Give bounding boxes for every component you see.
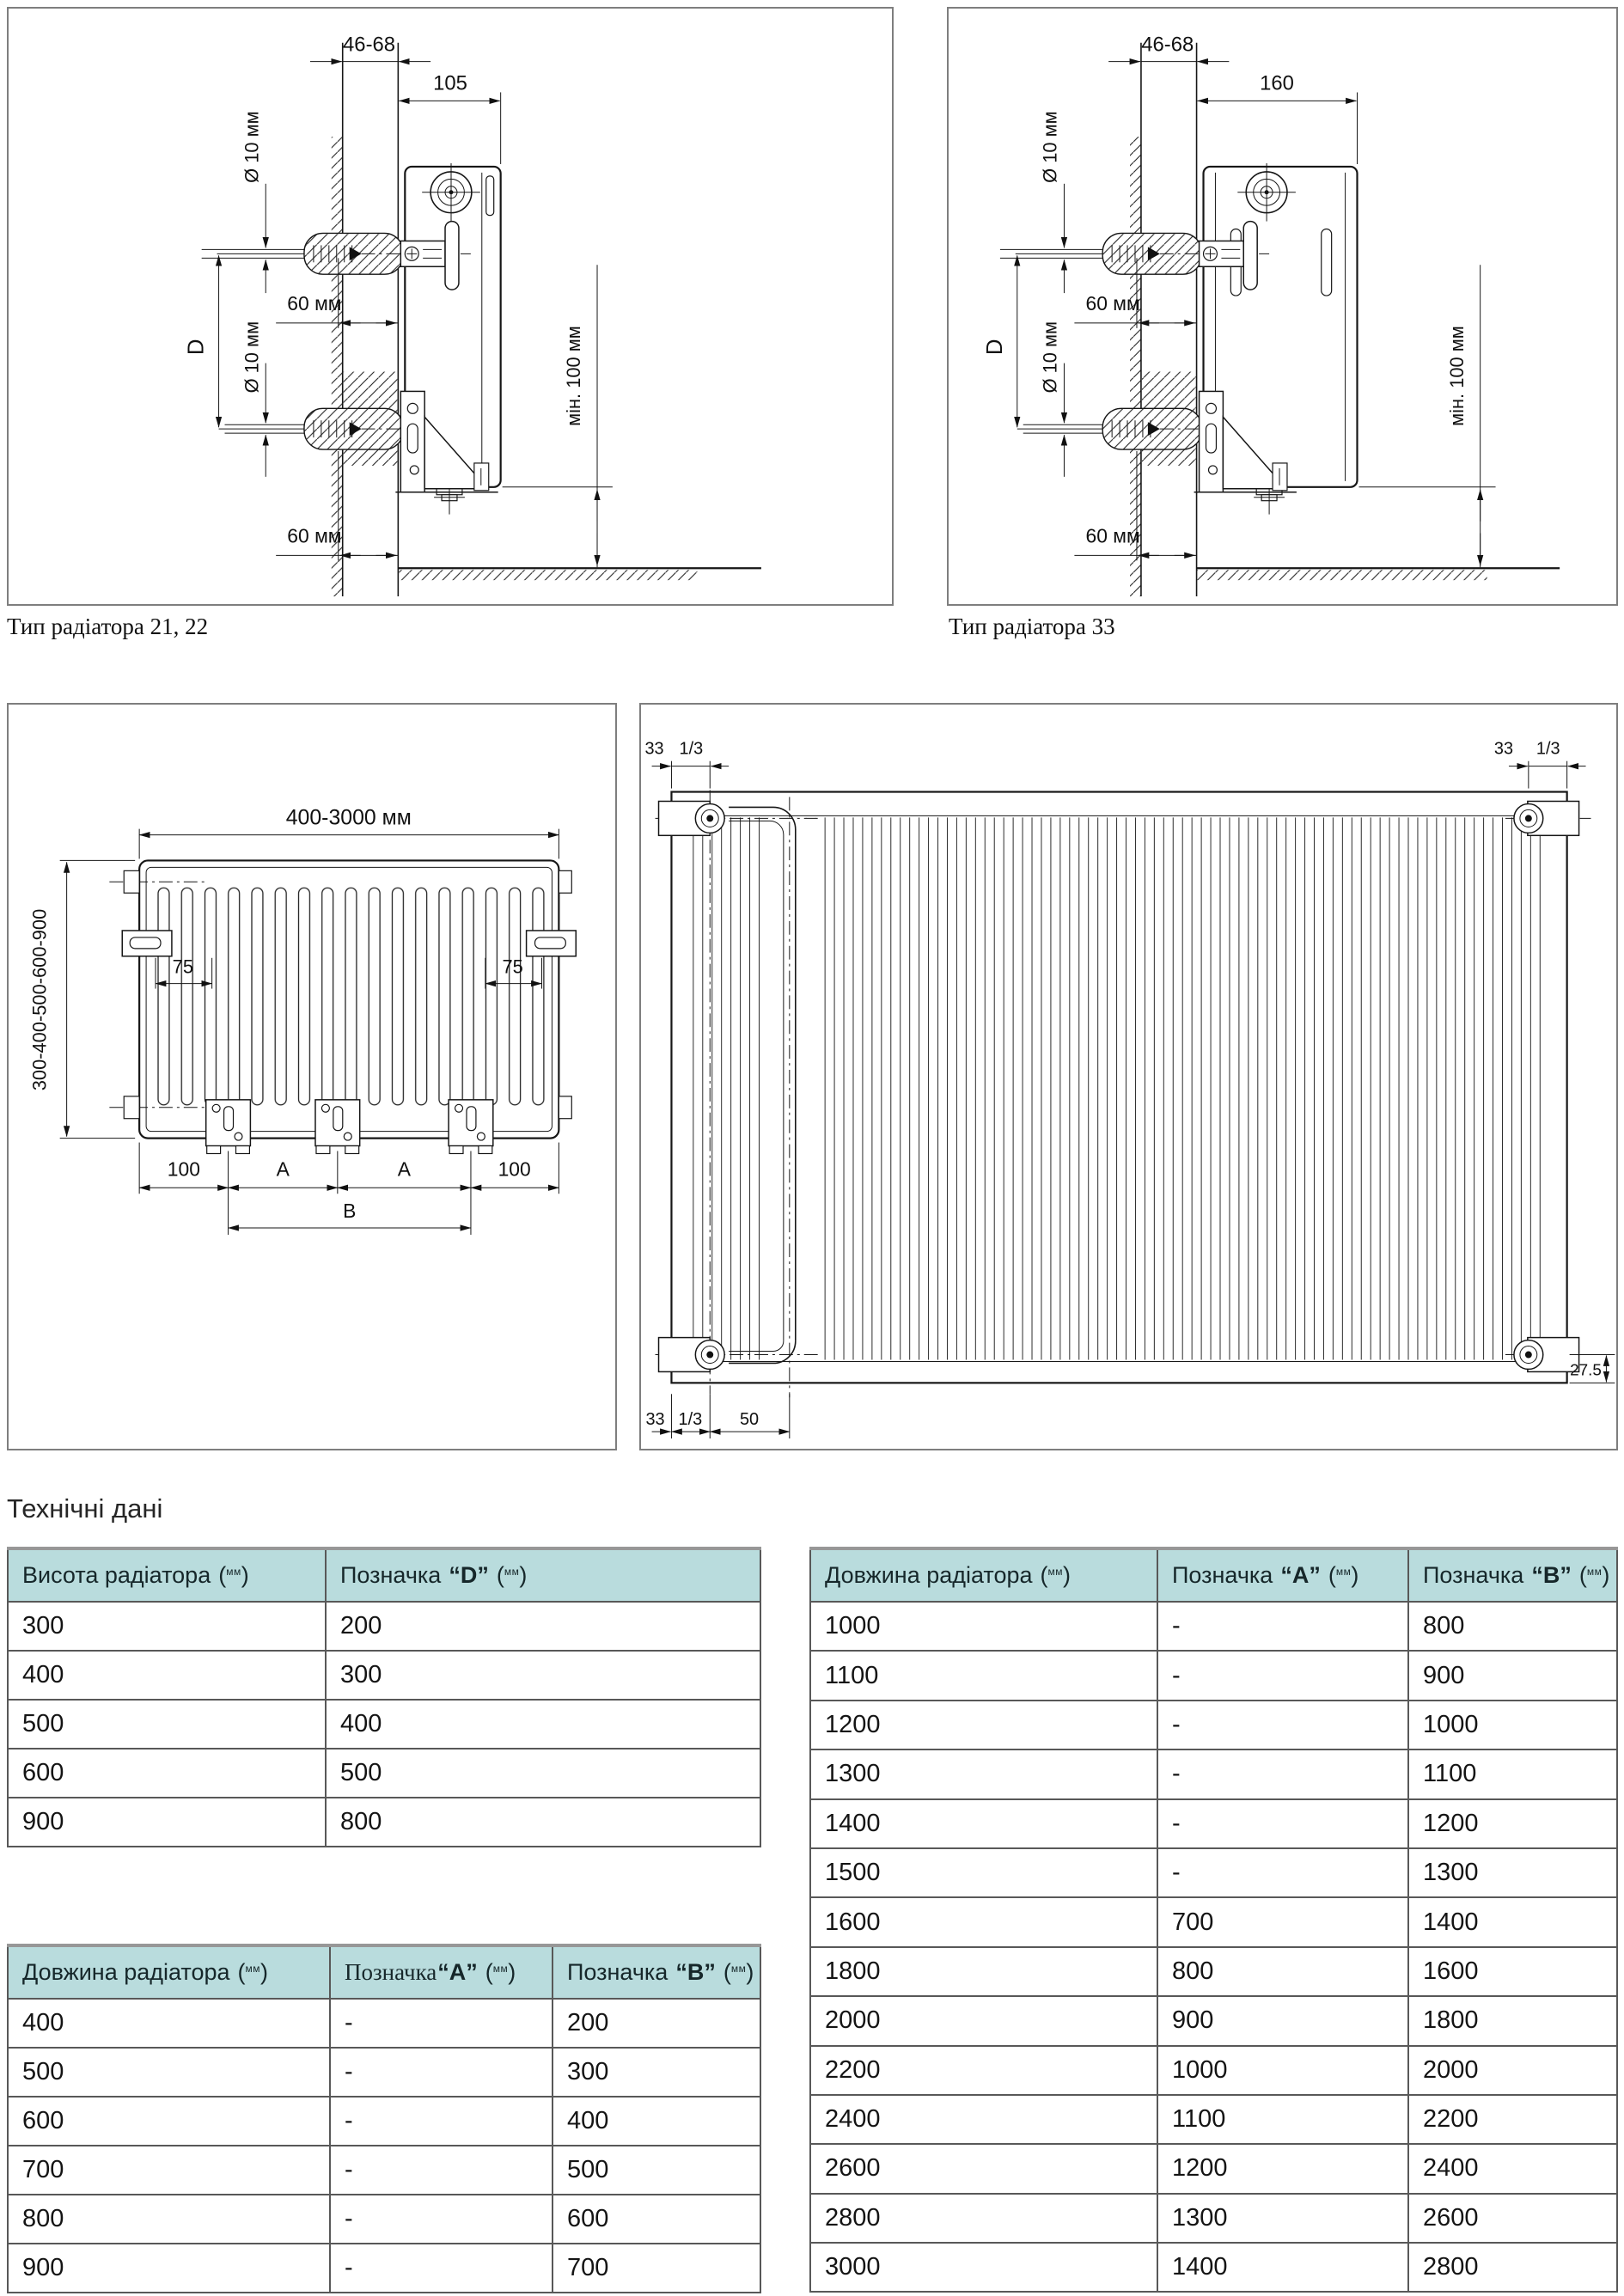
- table-cell: -: [330, 2097, 553, 2146]
- column-header: Позначка “А” ($^{мм}$): [1157, 1548, 1408, 1602]
- table-row: [8, 2146, 760, 2195]
- column-header: Висота радіатора ($^{мм}$): [8, 1548, 326, 1602]
- table-cell: 1100: [810, 1651, 1157, 1700]
- table-row: [8, 2244, 760, 2293]
- dim-floor-clearance: [1358, 265, 1495, 567]
- table-cell: 500: [8, 1700, 326, 1749]
- table-cell: -: [1157, 1799, 1408, 1848]
- table-cell: 800: [1408, 1602, 1617, 1651]
- table-cell: 1200: [1157, 2144, 1408, 2193]
- table-cell: 1100: [1408, 1749, 1617, 1798]
- dim-label-floor-min: мін. 100 мм: [1445, 326, 1468, 426]
- floor: [1197, 568, 1560, 580]
- dim-label-13-tl: 1/3: [679, 739, 704, 759]
- dim-label-75-left: 75: [172, 956, 194, 978]
- column-header: Позначка“А” ($^{мм}$): [330, 1945, 553, 1999]
- floor: [398, 568, 761, 580]
- table-cell: 1400: [810, 1799, 1157, 1848]
- dim-anchor-diameter-upper: [241, 111, 266, 293]
- table-cell: 1600: [810, 1897, 1157, 1946]
- table-row: [810, 1848, 1617, 1897]
- table-cell: -: [330, 2195, 553, 2244]
- table-cell: 900: [1408, 1651, 1617, 1700]
- table-cell: 1300: [810, 1749, 1157, 1798]
- table-row: [8, 1749, 760, 1798]
- table-cell: 1000: [1157, 2046, 1408, 2095]
- table-cell: 2200: [810, 2046, 1157, 2095]
- column-header: Довжина радіатора ($^{мм}$): [810, 1548, 1157, 1602]
- table-cell: 2800: [1408, 2243, 1617, 2292]
- diagram-type-33: [947, 7, 1618, 606]
- table-length-small: [7, 1944, 761, 2293]
- table-row: [810, 1651, 1617, 1700]
- table-cell: -: [1157, 1749, 1408, 1798]
- dim-bottom-left: [645, 1394, 789, 1438]
- table-row: [810, 1749, 1617, 1798]
- dim-anchor-diameter-lower: [241, 321, 266, 477]
- table-cell: 1000: [1408, 1701, 1617, 1749]
- wall-section: [332, 43, 399, 596]
- table-row: [810, 2095, 1617, 2144]
- table-cell: 2400: [810, 2095, 1157, 2144]
- table-row: [810, 2144, 1617, 2193]
- caption-type-21-22: Тип радіатора 21, 22: [7, 614, 209, 639]
- table-cell: 900: [1157, 1996, 1408, 2045]
- dim-label-d: D: [982, 339, 1007, 356]
- dim-label-33-bl: 33: [645, 1410, 665, 1430]
- table-row: [810, 2046, 1617, 2095]
- dim-label-wall-range: 46-68: [1141, 33, 1194, 57]
- dim-label-anchor-upper: 60 мм: [1085, 291, 1140, 314]
- table-cell: 400: [326, 1700, 760, 1749]
- bracket-hook: [1243, 222, 1257, 290]
- table-cell: 500: [553, 2146, 760, 2195]
- table-cell: 900: [8, 2244, 330, 2293]
- large-front-drawing: [641, 705, 1616, 1449]
- column-header: Позначка “D” ($^{мм}$): [326, 1548, 760, 1602]
- section-heading: Технічні дані: [7, 1493, 163, 1524]
- dim-wall-thickness: [1108, 34, 1229, 62]
- dim-label-diameter-lower: Ø 10 мм: [1039, 321, 1061, 394]
- dim-wall-thickness: [310, 34, 430, 62]
- table-cell: -: [1157, 1701, 1408, 1749]
- dim-label-anchor-lower: 60 мм: [287, 524, 342, 547]
- table-cell: -: [330, 2048, 553, 2097]
- table-header-row: [810, 1548, 1617, 1602]
- dim-anchor-diameter-upper: [1040, 111, 1065, 293]
- dim-label-depth: 160: [1260, 71, 1294, 95]
- table-cell: 700: [1157, 1897, 1408, 1946]
- table-cell: 2800: [810, 2194, 1157, 2243]
- dim-label-a-2: A: [397, 1157, 412, 1181]
- table-cell: 300: [8, 1602, 326, 1651]
- table-cell: 500: [326, 1749, 760, 1798]
- table-cell: 2200: [1408, 2095, 1617, 2144]
- table-cell: 800: [8, 2195, 330, 2244]
- table-cell: 300: [553, 2048, 760, 2097]
- table-cell: 1200: [810, 1701, 1157, 1749]
- diagram-large-front: [639, 703, 1618, 1450]
- table-row: [810, 1701, 1617, 1749]
- radiator-front-view: [139, 860, 559, 1138]
- table-cell: 200: [553, 1999, 760, 2048]
- dim-label-100-right: 100: [498, 1157, 531, 1181]
- table-row: [8, 2097, 760, 2146]
- dim-depth: [1198, 71, 1358, 164]
- table-cell: -: [1157, 1651, 1408, 1700]
- table-cell: 300: [326, 1651, 760, 1700]
- table-cell: -: [330, 1999, 553, 2048]
- dim-label-33-tl: 33: [644, 739, 664, 759]
- dim-label-height-range: 300-400-500-600-900: [28, 908, 51, 1091]
- table-cell: -: [330, 2146, 553, 2195]
- table-cell: 2000: [1408, 2046, 1617, 2095]
- dim-depth: [399, 71, 500, 164]
- table-cell: 1300: [1157, 2194, 1408, 2243]
- table-cell: 600: [8, 2097, 330, 2146]
- table-row: [810, 1996, 1617, 2045]
- table-cell: 2600: [1408, 2194, 1617, 2243]
- table-row: [8, 2195, 760, 2244]
- table-row: [810, 1897, 1617, 1946]
- table-header-row: [8, 1548, 760, 1602]
- table-cell: 500: [8, 2048, 330, 2097]
- dim-label-diameter-lower: Ø 10 мм: [241, 321, 263, 394]
- table-row: [8, 1798, 760, 1847]
- side-view-drawing-33: [949, 9, 1616, 604]
- table-cell: 1600: [1408, 1947, 1617, 1996]
- dim-label-13-tr: 1/3: [1535, 739, 1560, 759]
- table-cell: 1400: [1408, 1897, 1617, 1946]
- wall-section: [1130, 43, 1197, 596]
- table-row: [8, 2048, 760, 2097]
- dim-label-a-1: A: [276, 1157, 290, 1181]
- table-cell: 600: [553, 2195, 760, 2244]
- table-cell: 2000: [810, 1996, 1157, 2045]
- dim-label-diameter-upper: Ø 10 мм: [241, 111, 263, 183]
- dim-label-d: D: [184, 339, 209, 356]
- table-cell: 800: [326, 1798, 760, 1847]
- caption-type-33: Тип радіатора 33: [949, 614, 1115, 639]
- table-length-large: [809, 1547, 1618, 2293]
- table-cell: 2600: [810, 2144, 1157, 2193]
- table-height-d: [7, 1547, 761, 1847]
- bracket-hook: [445, 222, 459, 290]
- side-view-drawing-21-22: [9, 9, 892, 604]
- table-cell: 1100: [1157, 2095, 1408, 2144]
- table-row: [8, 1651, 760, 1700]
- dim-floor-clearance: [503, 265, 613, 567]
- dim-label-33-tr: 33: [1493, 739, 1514, 759]
- dim-label-diameter-upper: Ø 10 мм: [1039, 111, 1061, 183]
- dim-label-width-range: 400-3000 мм: [285, 806, 412, 830]
- table-cell: -: [1157, 1848, 1408, 1897]
- dim-label-depth: 105: [433, 71, 467, 95]
- table-cell: 1800: [810, 1947, 1157, 1996]
- dim-label-wall-range: 46-68: [343, 33, 396, 57]
- table-cell: 1800: [1408, 1996, 1617, 2045]
- table-row: [810, 1602, 1617, 1651]
- table-header-row: [8, 1945, 760, 1999]
- table-row: [8, 1700, 760, 1749]
- dim-label-anchor-upper: 60 мм: [287, 291, 342, 314]
- dim-height-range: [29, 860, 135, 1138]
- table-cell: -: [330, 2244, 553, 2293]
- table-cell: 400: [553, 2097, 760, 2146]
- dim-top-left: [644, 740, 729, 789]
- table-row: [810, 1947, 1617, 1996]
- table-cell: 2400: [1408, 2144, 1617, 2193]
- dim-label-100-left: 100: [167, 1157, 200, 1181]
- dim-label-27-5: 27.5: [1570, 1361, 1602, 1380]
- floor-brackets: [206, 1100, 493, 1154]
- dim-label-75-right: 75: [502, 956, 523, 978]
- table-cell: 400: [8, 1999, 330, 2048]
- table-cell: -: [1157, 1602, 1408, 1651]
- table-cell: 700: [553, 2244, 760, 2293]
- table-row: [810, 2194, 1617, 2243]
- dim-label-floor-min: мін. 100 мм: [563, 326, 585, 426]
- diagram-front-view: [7, 703, 617, 1450]
- table-cell: 1000: [810, 1602, 1157, 1651]
- table-cell: 900: [8, 1798, 326, 1847]
- diagram-type-21-22: [7, 7, 894, 606]
- table-cell: 800: [1157, 1947, 1408, 1996]
- table-row: [8, 1602, 760, 1651]
- column-header: Позначка “В” ($^{мм}$): [1408, 1548, 1617, 1602]
- table-row: [8, 1999, 760, 2048]
- dim-width-range: [139, 807, 559, 859]
- table-cell: 1300: [1408, 1848, 1617, 1897]
- table-cell: 700: [8, 2146, 330, 2195]
- convector-fins: [152, 886, 545, 1107]
- table-cell: 1500: [810, 1848, 1157, 1897]
- table-cell: 1200: [1408, 1799, 1617, 1848]
- table-cell: 600: [8, 1749, 326, 1798]
- dim-label-b: B: [343, 1200, 357, 1223]
- table-row: [810, 1799, 1617, 1848]
- dim-label-50-bl: 50: [739, 1410, 760, 1430]
- dim-anchor-diameter-lower: [1040, 321, 1065, 477]
- dim-label-anchor-lower: 60 мм: [1085, 524, 1140, 547]
- table-cell: 1400: [1157, 2243, 1408, 2292]
- table-cell: 3000: [810, 2243, 1157, 2292]
- table-cell: 200: [326, 1602, 760, 1651]
- dim-bottom-chain: [139, 1143, 559, 1235]
- column-header: Позначка “В” ($^{мм}$): [553, 1945, 760, 1999]
- table-cell: 400: [8, 1651, 326, 1700]
- table-row: [810, 2243, 1617, 2292]
- front-view-drawing: [9, 705, 615, 1449]
- column-header: Довжина радіатора ($^{мм}$): [8, 1945, 330, 1999]
- dim-top-right: [1494, 740, 1586, 789]
- dim-label-13-bl: 1/3: [678, 1410, 703, 1430]
